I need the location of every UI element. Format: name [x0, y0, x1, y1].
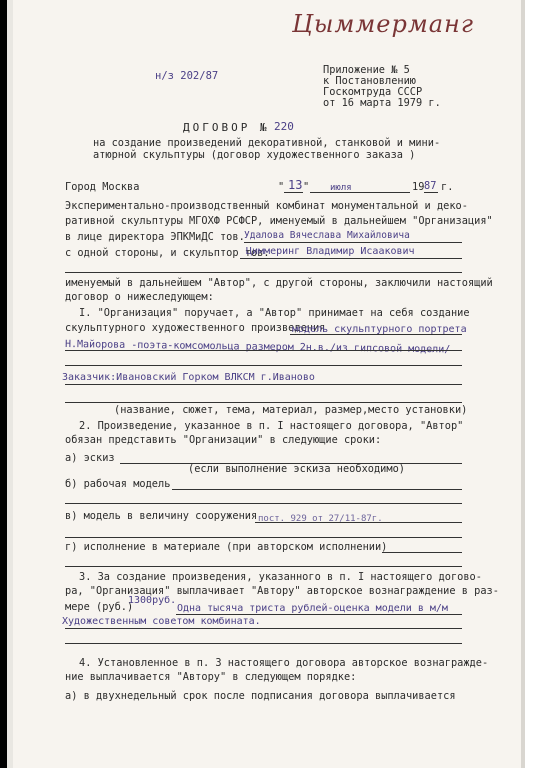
fee-underline-1	[176, 614, 462, 615]
appendix-line-3: Госкомтруда СССР	[323, 86, 423, 98]
page-shadow	[521, 0, 525, 768]
full-size-underline	[255, 522, 462, 523]
appendix-line-4: от 16 марта 1979 г.	[323, 97, 441, 109]
blank-line-3	[65, 537, 462, 538]
item-working-model: б) рабочая модель	[65, 478, 171, 490]
contract-number: 220	[274, 120, 294, 133]
date-year-unit: г.	[441, 181, 454, 193]
handwritten-signature: Цыммерманг	[292, 10, 474, 38]
blank-line-2	[65, 503, 462, 504]
blank-line-1	[65, 272, 462, 273]
work-underline-4	[65, 384, 462, 385]
item-sketch: а) эскиз	[65, 452, 115, 464]
item-material: г) исполнение в материале (при авторском исполнении)	[65, 541, 388, 553]
one-side: с одной стороны, и скульптор тов.	[65, 247, 270, 259]
date-month-underline	[310, 192, 410, 193]
fee-underline-2	[65, 628, 462, 629]
work-description-2: Н.Майорова -поэта-комсомольца размером 2н.в./из гипсовой модели/	[64, 339, 451, 356]
fee-prefix: мере (руб.)	[65, 601, 134, 613]
blank-line-5	[65, 643, 462, 644]
date-year-suffix: 87	[424, 180, 437, 192]
scan-left-edge	[0, 0, 7, 768]
sculptor-underline	[240, 258, 462, 259]
work-underline-3	[65, 365, 462, 366]
item-full-size: в) модель в величину сооружения	[65, 510, 258, 522]
item1-line-1: I. "Организация" поручает, а "Автор" принимает на себя создание	[79, 307, 470, 319]
blank-line-4	[65, 566, 462, 567]
director-underline	[244, 242, 462, 243]
item4-line-1: 4. Установленное в п. 3 настоящего договора авторское вознагражде-	[79, 657, 489, 669]
fee-text-2: Художественным советом комбината.	[62, 616, 261, 627]
date-year-underline	[424, 192, 438, 193]
sculptor-name: Циммеринг Владимир Исаакович	[246, 246, 415, 257]
fee-amount: 1300руб.	[128, 595, 177, 606]
fee-text: Одна тысяча триста рублей-оценка модели в м/м	[177, 603, 448, 614]
intro-line-2: ративной скульптуры МГОХФ РСФСР, именуемый в дальнейшем "Организация"	[65, 215, 493, 227]
director-prefix: в лице директора ЭПКМиДС тов.	[65, 231, 245, 243]
subtitle-line-1: на создание произведений декоративной, станковой и мини-	[93, 137, 441, 149]
item3-line-2: ра, "Организация" выплачивает "Автору" авторское вознаграждение в раз-	[65, 585, 499, 597]
date-month: июля	[330, 183, 352, 193]
item1-line-2: скульптурного художественного произведения	[65, 322, 326, 334]
director-name: Удалова Вячеслава Михайловича	[244, 230, 410, 241]
date-year-prefix: 19	[412, 181, 425, 193]
item4-line-3: а) в двухнедельный срок после подписания договора выплачивается	[65, 690, 456, 702]
city: Город Москва	[65, 181, 140, 193]
author-clause-1: именуемый в дальнейшем "Автор", с другой стороны, заключили настоящий	[65, 277, 493, 289]
appendix-line-1: Приложение № 5	[323, 64, 410, 76]
author-clause-2: договор о нижеследующем:	[65, 291, 214, 303]
work-underline-2	[65, 350, 462, 351]
intro-line-1: Экспериментально-производственный комбинат монументальной и деко-	[65, 200, 468, 212]
work-description-1: модель скульптурного портрета	[292, 324, 467, 335]
subtitle-line-2: атюрной скульптуры (договор художественного заказа )	[93, 149, 416, 161]
work-description-3: Заказчик:Ивановский Горком ВЛКСМ г.Иваново	[62, 372, 315, 383]
item4-line-2: ние выплачивается "Автору" в следующем порядке:	[65, 671, 357, 683]
material-underline	[382, 552, 462, 553]
caption-work: (название, сюжет, тема, материал, размер,место установки)	[114, 404, 468, 416]
item2-line-1: 2. Произведение, указанное в п. I настоящего договора, "Автор"	[79, 420, 464, 432]
working-model-underline	[172, 489, 462, 490]
appendix-line-2: к Постановлению	[323, 75, 416, 87]
item2-line-2: обязан представить "Организации" в следующие сроки:	[65, 434, 382, 446]
date-day: 13	[288, 178, 303, 192]
date-day-underline	[284, 192, 303, 193]
work-underline-5	[65, 402, 462, 403]
item3-line-1: 3. За создание произведения, указанного в п. I настоящего догово-	[79, 571, 482, 583]
document-title: ДОГОВОР №	[183, 121, 270, 134]
sketch-note: (если выполнение эскиза необходимо)	[188, 463, 405, 475]
work-underline-1	[290, 334, 462, 335]
full-size-value: пост. 929 от 27/11-87г.	[258, 514, 383, 524]
registration-number: н/з 202/87	[155, 70, 219, 82]
